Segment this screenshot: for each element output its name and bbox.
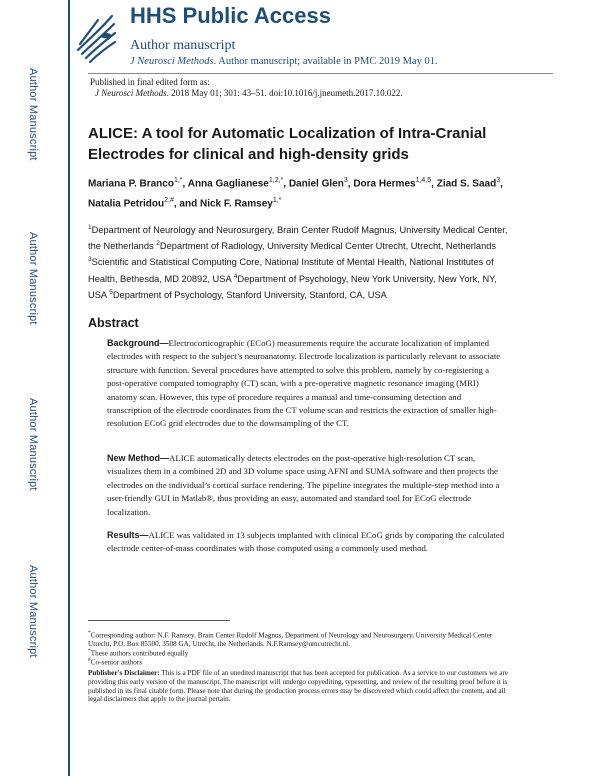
author-name: Dora Hermes bbox=[353, 178, 416, 190]
section-label: Background— bbox=[107, 338, 169, 348]
section-text: Electrocorticographic (ECoG) measurements require the accurate localization of implanted electrodes with respect to the subject’s neuroanatomy. Electrode localization is particularly relevant to associate structure with function. Several procedures have attempted to solve this problem, namely by co-registering a post-operative computed tomography (CT) scan, with a pre-operative magnetic resonance imaging (MRI) anatomy scan. However, this type of procedure requires a manual and time-consuming detection and transcription of the electrode coordinates from the CT volume scan and restricts the extraction of smaller high-resolution ECoG grid electrodes due to the downsampling of the CT. bbox=[107, 338, 501, 429]
pmc-citation bbox=[130, 56, 438, 67]
abstract-results bbox=[107, 529, 505, 556]
affiliations bbox=[88, 221, 513, 302]
footnote-mark: # bbox=[88, 657, 91, 663]
footnote-senior-authors bbox=[88, 656, 513, 667]
hhs-public-access-title: HHS Public Access bbox=[130, 3, 331, 28]
footnote-text: These authors contributed equally bbox=[90, 649, 189, 658]
affiliation-number: 1 bbox=[88, 224, 92, 231]
author-name: Daniel Glen bbox=[288, 178, 344, 190]
section-label: Results— bbox=[107, 530, 149, 540]
footnote-text: Corresponding author: N.F. Ramsey. Brain Center Rudolf Magnus, Department of Neurology and Neurosurgery, University Medical Center Utrecht, P.O. Box 85500, 3508 GA, Utrecht, the Netherlands. N.F.Ramsey@umcutrecht.nl. bbox=[88, 631, 493, 649]
abstract-new-method bbox=[107, 452, 505, 519]
doi-citation: . 2018 May 01; 301: 43–51. doi:10.1016/j.jneumeth.2017.10.022. bbox=[166, 88, 403, 98]
affiliation-number: 3 bbox=[88, 256, 92, 264]
section-text: ALICE automatically detects electrodes on the post-operative high-resolution CT scan, visualizes them in a combined 2D and 3D volume space using AFNI and SUMA software and then projects the electrodes on the individual’s cortical surface rendering. The pipeline integrates the multiple-step method into a user-friendly GUI in Matlab®, thus providing an easy, automated and standard tool for ECoG electrode localization. bbox=[107, 453, 500, 517]
section-label: New Method— bbox=[107, 453, 169, 463]
disclaimer-text: This is a PDF file of an unedited manuscript that has been accepted for publication. As a service to our customers we are providing this early version of the manuscript. The manuscript will undergo copyediting, typesetting, and review of the resulting proof before it is published in its final citable form. Please note that during the production process errors may be discovered which could affect the content, and all legal disclaimers that apply to the journal pertain. bbox=[88, 669, 509, 704]
author-affiliation-mark: 1,* bbox=[173, 177, 183, 184]
published-citation bbox=[95, 88, 403, 98]
affiliation-text: Department of Radiology, University Medical Center Utrecht, Utrecht, Netherlands bbox=[159, 241, 497, 252]
affiliation-number: 4 bbox=[233, 272, 238, 280]
affiliation-text: Scientific and Statistical Computing Core, National Institute of Mental Health, National Institutes of Health, Bethesda, MD 20892, USA bbox=[88, 257, 494, 284]
margin-rule bbox=[68, 0, 70, 776]
footnote-corresponding bbox=[88, 629, 513, 649]
abstract-background bbox=[107, 337, 505, 431]
author-manuscript-label: Author manuscript bbox=[130, 38, 236, 53]
author-affiliation-mark: 1,4,5 bbox=[415, 177, 432, 184]
author-affiliation-mark: 1,2,* bbox=[268, 177, 284, 184]
side-label-author-manuscript: Author Manuscript bbox=[27, 232, 39, 325]
affiliation-text: Department of Psychology, New York University, New York, NY, USA bbox=[88, 273, 497, 300]
footnote-mark: * bbox=[88, 630, 91, 636]
paper-title: ALICE: A tool for Automatic Localization of Intra-Cranial Electrodes for clinical and high-density grids bbox=[88, 125, 487, 163]
section-text: ALICE was validated in 13 subjects implanted with clinical ECoG grids by comparing the calculated electrode center-of-mass coordinates with those computed using a commonly used method. bbox=[107, 530, 505, 554]
header-divider bbox=[88, 73, 553, 74]
footnote-text: Co-senior authors bbox=[90, 658, 143, 667]
author-name: Mariana P. Branco bbox=[88, 178, 174, 190]
author-name: Natalia Petridou bbox=[88, 198, 165, 210]
disclaimer-label: Publisher's Disclaimer: bbox=[88, 669, 160, 677]
side-label-author-manuscript: Author Manuscript bbox=[27, 398, 39, 491]
side-label-author-manuscript: Author Manuscript bbox=[27, 68, 39, 161]
hhs-eagle-logo-icon bbox=[72, 6, 120, 66]
affiliation-text: Department of Neurology and Neurosurgery, Brain Center Rudolf Magnus, University Medical Center, the Netherlands bbox=[88, 225, 508, 252]
published-form-label: Published in final edited form as: bbox=[90, 77, 210, 87]
affiliation-number: 2 bbox=[156, 240, 160, 248]
author-name: Nick F. Ramsey bbox=[200, 198, 273, 210]
abstract-heading: Abstract bbox=[88, 316, 139, 330]
footnote-divider bbox=[88, 620, 230, 621]
footnote-mark: * bbox=[88, 648, 91, 654]
author-affiliation-mark: 3 bbox=[343, 177, 348, 184]
author-affiliation-mark: 2,# bbox=[164, 197, 174, 205]
author-affiliation-mark: 1,* bbox=[272, 197, 282, 205]
author-affiliation-mark: 3 bbox=[496, 177, 501, 184]
journal-name: J Neurosci Methods bbox=[130, 56, 214, 67]
publisher-disclaimer bbox=[88, 669, 513, 704]
affiliation-text: Department of Psychology, Stanford University, Stanford, CA, USA bbox=[112, 289, 387, 300]
affiliation-number: 5 bbox=[109, 288, 113, 296]
side-label-author-manuscript: Author Manuscript bbox=[27, 565, 39, 658]
author-name: Anna Gaglianese bbox=[187, 178, 269, 190]
author-name: Ziad S. Saad bbox=[436, 178, 497, 190]
author-list: Mariana P. Branco$^{1,*}$, Anna Gaglianese$^{1,2,*}$, Daniel Glen$^3$, Dora Hermes$^{1,4,5}$, Ziad S. Saad$^3$, Natalia Petridou$^{2,\#}$, and Nick F. Ramsey$^{1,*}$ bbox=[88, 177, 503, 210]
journal-name: J Neurosci Methods bbox=[95, 88, 167, 98]
pmc-availability: . Author manuscript; available in PMC 2019 May 01. bbox=[213, 56, 438, 67]
